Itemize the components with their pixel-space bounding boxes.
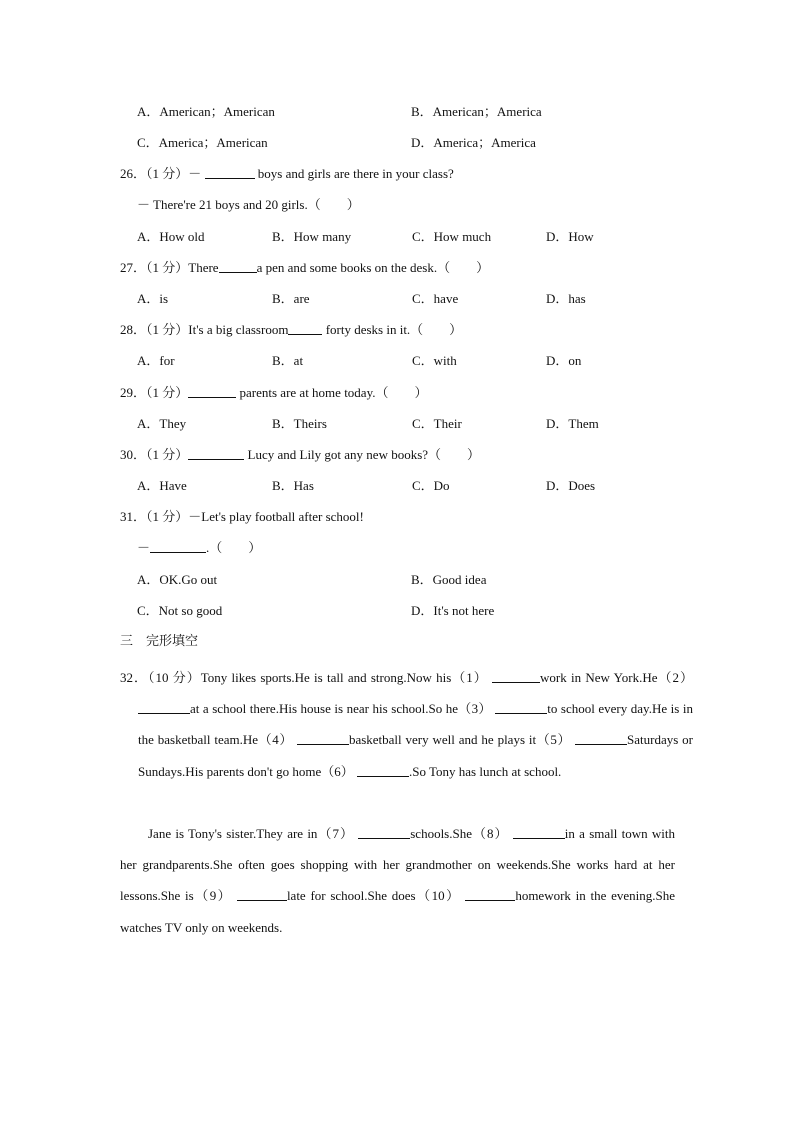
q32-p1-seg-2: at a school there.His house is near his school.So he（3） bbox=[190, 701, 492, 717]
q28-stem bbox=[0, 320, 794, 340]
q28-option-d[interactable]: D．on bbox=[546, 353, 582, 368]
q31-blank[interactable] bbox=[150, 540, 206, 553]
q26-options bbox=[0, 227, 794, 247]
q32-blank-4[interactable] bbox=[297, 732, 349, 745]
q28-option-b[interactable]: B．at bbox=[272, 353, 304, 368]
q32-p1-seg-4: basketball very well and he plays it（5） bbox=[348, 732, 572, 748]
q28-blank[interactable] bbox=[288, 322, 322, 335]
q29-options bbox=[0, 414, 794, 434]
q28-stem-suffix: forty desks in it.（ ） bbox=[325, 322, 463, 337]
q32-p1-seg-6: .So Tony has lunch at school. bbox=[409, 763, 562, 779]
q32-p1-seg-1: work in New York.He（2） bbox=[540, 670, 693, 685]
q25-option-b[interactable]: B．American；America bbox=[411, 104, 542, 119]
q32-paragraph-1 bbox=[120, 662, 693, 787]
q25-options-row-2 bbox=[0, 133, 794, 153]
q32-blank-1[interactable] bbox=[492, 670, 540, 683]
q28-stem-prefix: 28．（1 分）It's a big classroom bbox=[120, 322, 289, 337]
q28-option-a[interactable]: A．for bbox=[137, 353, 175, 368]
q26-stem bbox=[0, 164, 794, 184]
q30-stem-prefix: 30．（1 分） bbox=[120, 447, 189, 462]
q32-p2-seg-3: late for school.She does（10） bbox=[286, 888, 461, 904]
q31-reply-suffix: .（ ） bbox=[206, 540, 262, 555]
q27-option-d[interactable]: D．has bbox=[546, 291, 586, 306]
q29-blank[interactable] bbox=[188, 385, 236, 398]
q31-reply-prefix: － bbox=[137, 540, 151, 555]
section-heading bbox=[0, 632, 794, 652]
q32-blank-2[interactable] bbox=[138, 701, 190, 714]
q30-stem-suffix: Lucy and Lily got any new books?（ ） bbox=[247, 447, 481, 462]
q31-option-c[interactable]: C．Not so good bbox=[137, 603, 223, 618]
q27-options bbox=[0, 289, 794, 309]
q32-paragraph-2 bbox=[120, 818, 675, 943]
q26-option-b[interactable]: B．How many bbox=[272, 229, 352, 244]
q31-reply bbox=[0, 538, 794, 558]
q29-option-d[interactable]: D．Them bbox=[546, 416, 599, 431]
q25-option-c[interactable]: C．America；American bbox=[137, 135, 268, 150]
q26-option-a[interactable]: A．How old bbox=[137, 229, 205, 244]
q31-options-row-2 bbox=[0, 601, 794, 621]
q27-blank[interactable] bbox=[219, 260, 257, 273]
q31-option-b[interactable]: B．Good idea bbox=[411, 572, 487, 587]
q29-stem bbox=[0, 383, 794, 403]
q32-blank-5[interactable] bbox=[575, 732, 627, 745]
q26-option-d[interactable]: D．How bbox=[546, 229, 594, 244]
q29-stem-suffix: parents are at home today.（ ） bbox=[239, 385, 428, 400]
q26-option-c[interactable]: C．How much bbox=[412, 229, 492, 244]
q29-option-b[interactable]: B．Theirs bbox=[272, 416, 327, 431]
q29-option-a[interactable]: A．They bbox=[137, 416, 187, 431]
q27-option-a[interactable]: A．is bbox=[137, 291, 169, 306]
q25-options-row-1 bbox=[0, 102, 794, 122]
q32-p2-seg-2: in a small town with her grandparents.She often goes shopping with her grandmother on weekends.She works hard at her lessons.She is（9） bbox=[120, 826, 675, 904]
q26-blank[interactable] bbox=[205, 166, 255, 179]
q30-option-a[interactable]: A．Have bbox=[137, 478, 187, 493]
q31-option-a[interactable]: A．OK.Go out bbox=[137, 572, 218, 587]
q32-blank-10[interactable] bbox=[465, 888, 515, 901]
q32-p1-seg-0: 32．（10 分）Tony likes sports.He is tall and strong.Now his（1） bbox=[120, 670, 488, 685]
q32-blank-3[interactable] bbox=[495, 701, 547, 714]
q32-blank-6[interactable] bbox=[357, 764, 409, 777]
q32-p1-seg-5: Saturdays or Sundays.His parents don't go home（6） bbox=[138, 732, 694, 779]
q26-stem-prefix: 26．（1 分）－ bbox=[120, 166, 202, 181]
q25-option-d[interactable]: D．America；America bbox=[411, 135, 536, 150]
q32-blank-9[interactable] bbox=[237, 888, 287, 901]
q30-option-d[interactable]: D．Does bbox=[546, 478, 596, 493]
q27-option-c[interactable]: C．have bbox=[412, 291, 459, 306]
q32-blank-7[interactable] bbox=[358, 826, 410, 839]
q25-option-a[interactable]: A．American；American bbox=[137, 104, 275, 119]
q32-p2-seg-0: Jane is Tony's sister.They are in（7） bbox=[148, 826, 354, 841]
q32-p1-seg-3: to school every day.He is in the basketball team.He（4） bbox=[138, 701, 693, 748]
q31-stem bbox=[0, 507, 794, 527]
q27-option-b[interactable]: B．are bbox=[272, 291, 310, 306]
q30-options bbox=[0, 476, 794, 496]
q31-options-row-1 bbox=[0, 570, 794, 590]
q30-stem bbox=[0, 445, 794, 465]
q26-stem-suffix: boys and girls are there in your class? bbox=[257, 166, 454, 181]
q31-option-d[interactable]: D．It's not here bbox=[411, 603, 495, 618]
q29-stem-prefix: 29．（1 分） bbox=[120, 385, 189, 400]
q32-blank-8[interactable] bbox=[513, 826, 565, 839]
q26-reply bbox=[0, 195, 794, 215]
q30-blank[interactable] bbox=[188, 447, 244, 460]
q31-stem-text: 31．（1 分）－Let's play football after school! bbox=[120, 509, 364, 524]
q26-reply-text: － There're 21 boys and 20 girls.（ ） bbox=[137, 197, 360, 212]
section-title: 三 完形填空 bbox=[120, 634, 199, 649]
q27-stem bbox=[0, 258, 794, 278]
q28-option-c[interactable]: C．with bbox=[412, 353, 457, 368]
q28-options bbox=[0, 351, 794, 371]
q29-option-c[interactable]: C．Their bbox=[412, 416, 462, 431]
q30-option-c[interactable]: C．Do bbox=[412, 478, 450, 493]
q27-stem-prefix: 27．（1 分）There bbox=[120, 260, 219, 275]
q27-stem-suffix: a pen and some books on the desk.（ ） bbox=[256, 260, 490, 275]
q32-p2-seg-4: homework in the evening.She watches TV only on weekends. bbox=[120, 888, 676, 935]
q30-option-b[interactable]: B．Has bbox=[272, 478, 314, 493]
q32-p2-seg-1: schools.She（8） bbox=[410, 826, 509, 841]
